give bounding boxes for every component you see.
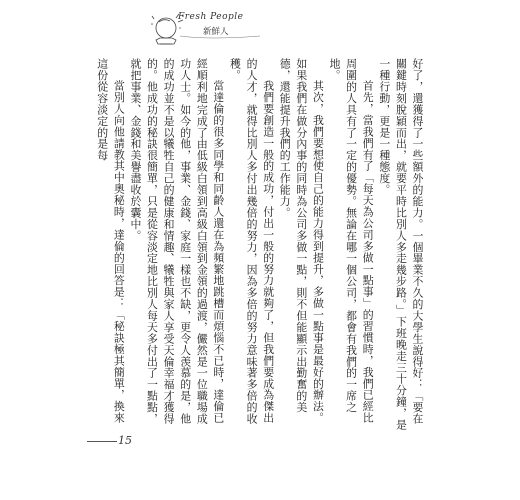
paragraph: 其次，我們要想使自己的能力得到提升，多做一點事是最好的辦法。如果我們在做分內事的同時為公司多做一點，則不但能顯示出勤奮的美德，還能提升我們的工作能力。 [278, 58, 325, 424]
brand-script-text: Fresh People [178, 12, 244, 22]
vertical-body-text [95, 58, 425, 432]
paragraph: 我們要創造一般的成功，付出一般的努力就夠了，但我們要成為傑出的人才，就得比別人多付出幾倍的努力，因為多倍的努力意味著多倍的收穫。 [228, 58, 275, 425]
brand-label: 新鮮人 [203, 27, 229, 37]
page-number: 15 [118, 434, 132, 447]
paragraph: 當達倫的很多同學和同齡人還在為頻繁地跳槽而煩惱不已時，達倫已經順利地完成了由低級白領到高級白領到金領的過渡，儼然是一位職場成功人士。如今的他，事業、金錢、家庭一樣也不缺，更令人羡慕的是，他的成功並不是以犧牲自己的健康和情趣、犧牲與家人享受天倫幸福才獲得的。他成功的秘訣很簡單，只是從容淡定地比別人每天多付出了一點點，就把事業、金錢和美譽盡收於囊中。 [128, 58, 225, 425]
paragraph: 當別人向他請教其中奧秘時，達倫的回答是：「秘訣極其簡單，換來這份從容淡定的是每 [95, 58, 126, 424]
paragraph: 首先，當我們有了「每天為公司多做一點事」的習慣時，我們已經比周圍的人具有了一定的優勢。無論在哪一個公司，都會有我們的一席之地。 [328, 58, 375, 424]
paragraph: 好了，還獲得了一些額外的能力。一個畢業不久的大學生說得好：「要在關鍵時刻脫穎而出，就要平時比別人多走幾步路。」下班晚走三十分鐘，是一種行動，更是一種態度。 [377, 58, 424, 431]
footer-rule [87, 441, 117, 442]
